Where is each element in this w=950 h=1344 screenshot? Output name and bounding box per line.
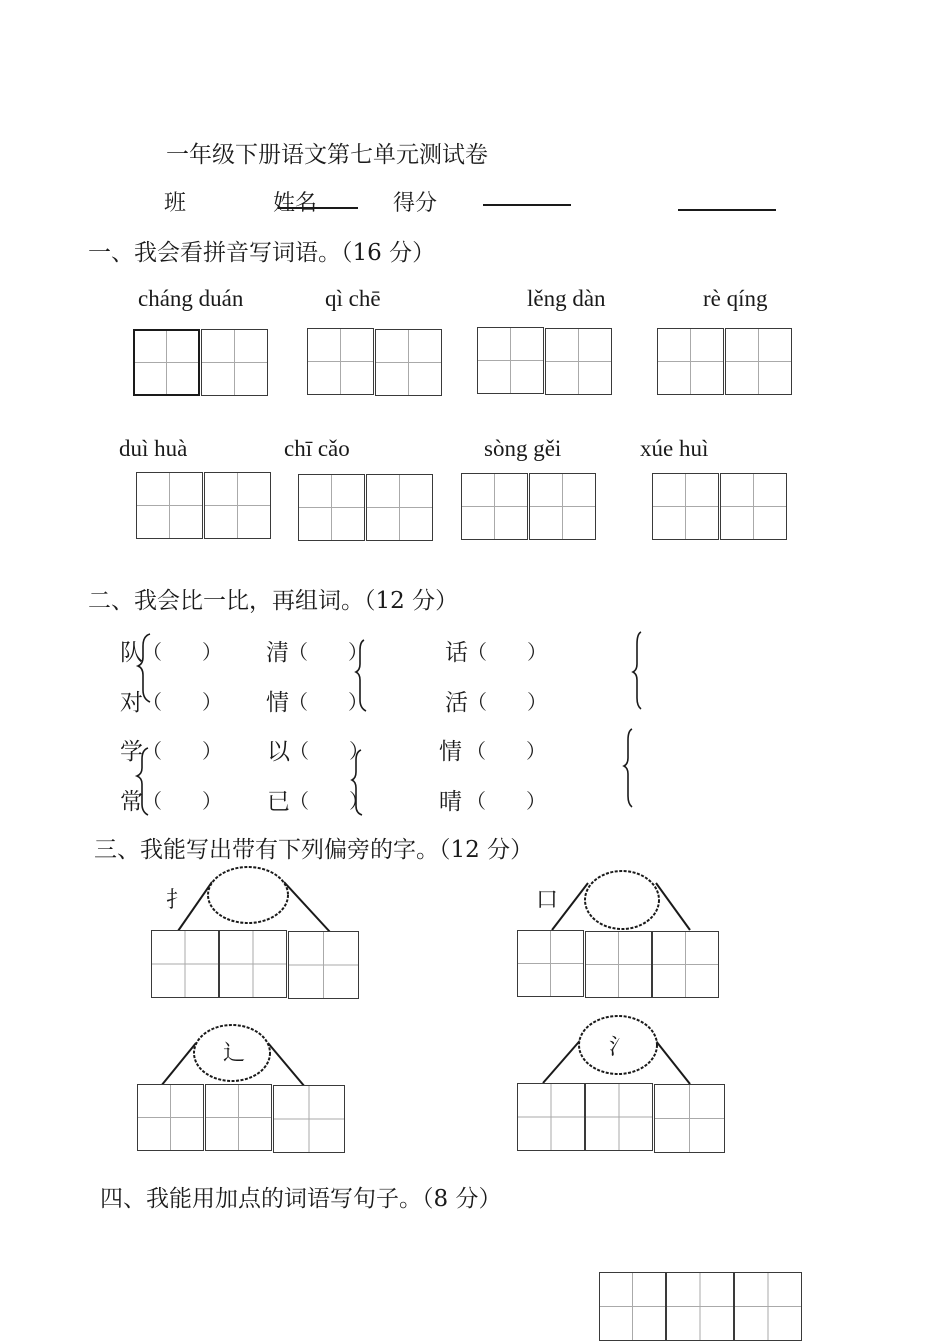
pinyin-3: lěng dàn xyxy=(527,286,606,311)
writing-grid[interactable] xyxy=(137,1084,204,1151)
radical-label: 口 xyxy=(536,888,559,913)
section-3-heading: 三、我能写出带有下列偏旁的字。（12 分） xyxy=(94,837,534,863)
pinyin-2: qì chē xyxy=(325,286,381,311)
section-4-heading: 四、我能用加点的词语写句子。（8 分） xyxy=(100,1186,502,1212)
radical-label: 扌 xyxy=(166,888,189,913)
writing-grid[interactable] xyxy=(666,1272,734,1341)
compare-char: 以 xyxy=(267,739,290,765)
writing-grid[interactable] xyxy=(517,930,584,997)
writing-grid[interactable] xyxy=(585,931,652,998)
writing-grid[interactable] xyxy=(205,1084,272,1151)
answer-blank[interactable]: （ ） xyxy=(466,789,546,813)
answer-blank[interactable]: （ ） xyxy=(289,789,369,813)
pinyin-6: chī cǎo xyxy=(284,436,350,461)
answer-blank[interactable]: （ ） xyxy=(288,640,368,664)
section-2-heading: 二、我会比一比，再组词。（12 分） xyxy=(88,588,459,614)
pinyin-5: duì huà xyxy=(119,436,188,461)
radical-circle xyxy=(585,871,659,929)
radical-label: 氵 xyxy=(609,1035,632,1060)
compare-char: 已 xyxy=(267,789,290,815)
compare-char: 晴 xyxy=(439,789,462,815)
compare-char: 情 xyxy=(266,690,289,716)
answer-blank[interactable]: （ ） xyxy=(289,739,369,763)
compare-char: 学 xyxy=(120,739,143,765)
compare-char: 活 xyxy=(445,690,468,716)
score-label: 得分 xyxy=(393,191,438,216)
writing-grid[interactable] xyxy=(273,1085,345,1153)
pinyin-8: xúe huì xyxy=(640,436,709,461)
answer-blank[interactable]: （ ） xyxy=(142,690,222,714)
compare-char: 对 xyxy=(120,690,143,716)
answer-blank[interactable]: （ ） xyxy=(288,690,368,714)
pinyin-4: rè qíng xyxy=(703,286,768,311)
writing-grid[interactable] xyxy=(734,1272,802,1341)
compare-char: 常 xyxy=(120,789,143,815)
page-title: 一年级下册语文第七单元测试卷 xyxy=(166,142,488,168)
writing-grid[interactable] xyxy=(288,931,359,999)
compare-char: 队 xyxy=(120,640,143,666)
writing-grid[interactable] xyxy=(517,1083,585,1151)
writing-grid[interactable] xyxy=(585,1083,653,1151)
answer-blank[interactable]: （ ） xyxy=(142,789,222,813)
writing-grid[interactable] xyxy=(654,1084,725,1153)
writing-grid[interactable] xyxy=(599,1272,666,1341)
compare-char: 清 xyxy=(266,640,289,666)
pinyin-7: sòng gěi xyxy=(484,436,562,461)
compare-char: 话 xyxy=(445,640,468,666)
radical-circle xyxy=(208,867,288,923)
writing-grid[interactable] xyxy=(652,931,719,998)
section-1-heading: 一、我会看拼音写词语。（16 分） xyxy=(88,240,436,266)
writing-grid[interactable] xyxy=(219,930,287,998)
name-label: 姓名 xyxy=(273,191,318,216)
answer-blank[interactable]: （ ） xyxy=(466,739,546,763)
answer-blank[interactable]: （ ） xyxy=(467,690,547,714)
answer-blank[interactable]: （ ） xyxy=(142,739,222,763)
compare-char: 情 xyxy=(439,739,462,765)
answer-blank[interactable]: （ ） xyxy=(142,640,222,664)
class-label: 班 xyxy=(164,191,187,216)
answer-blank[interactable]: （ ） xyxy=(467,640,547,664)
pinyin-1: cháng duán xyxy=(138,286,244,311)
radical-label: 辶 xyxy=(223,1041,246,1066)
writing-grid[interactable] xyxy=(151,930,219,998)
